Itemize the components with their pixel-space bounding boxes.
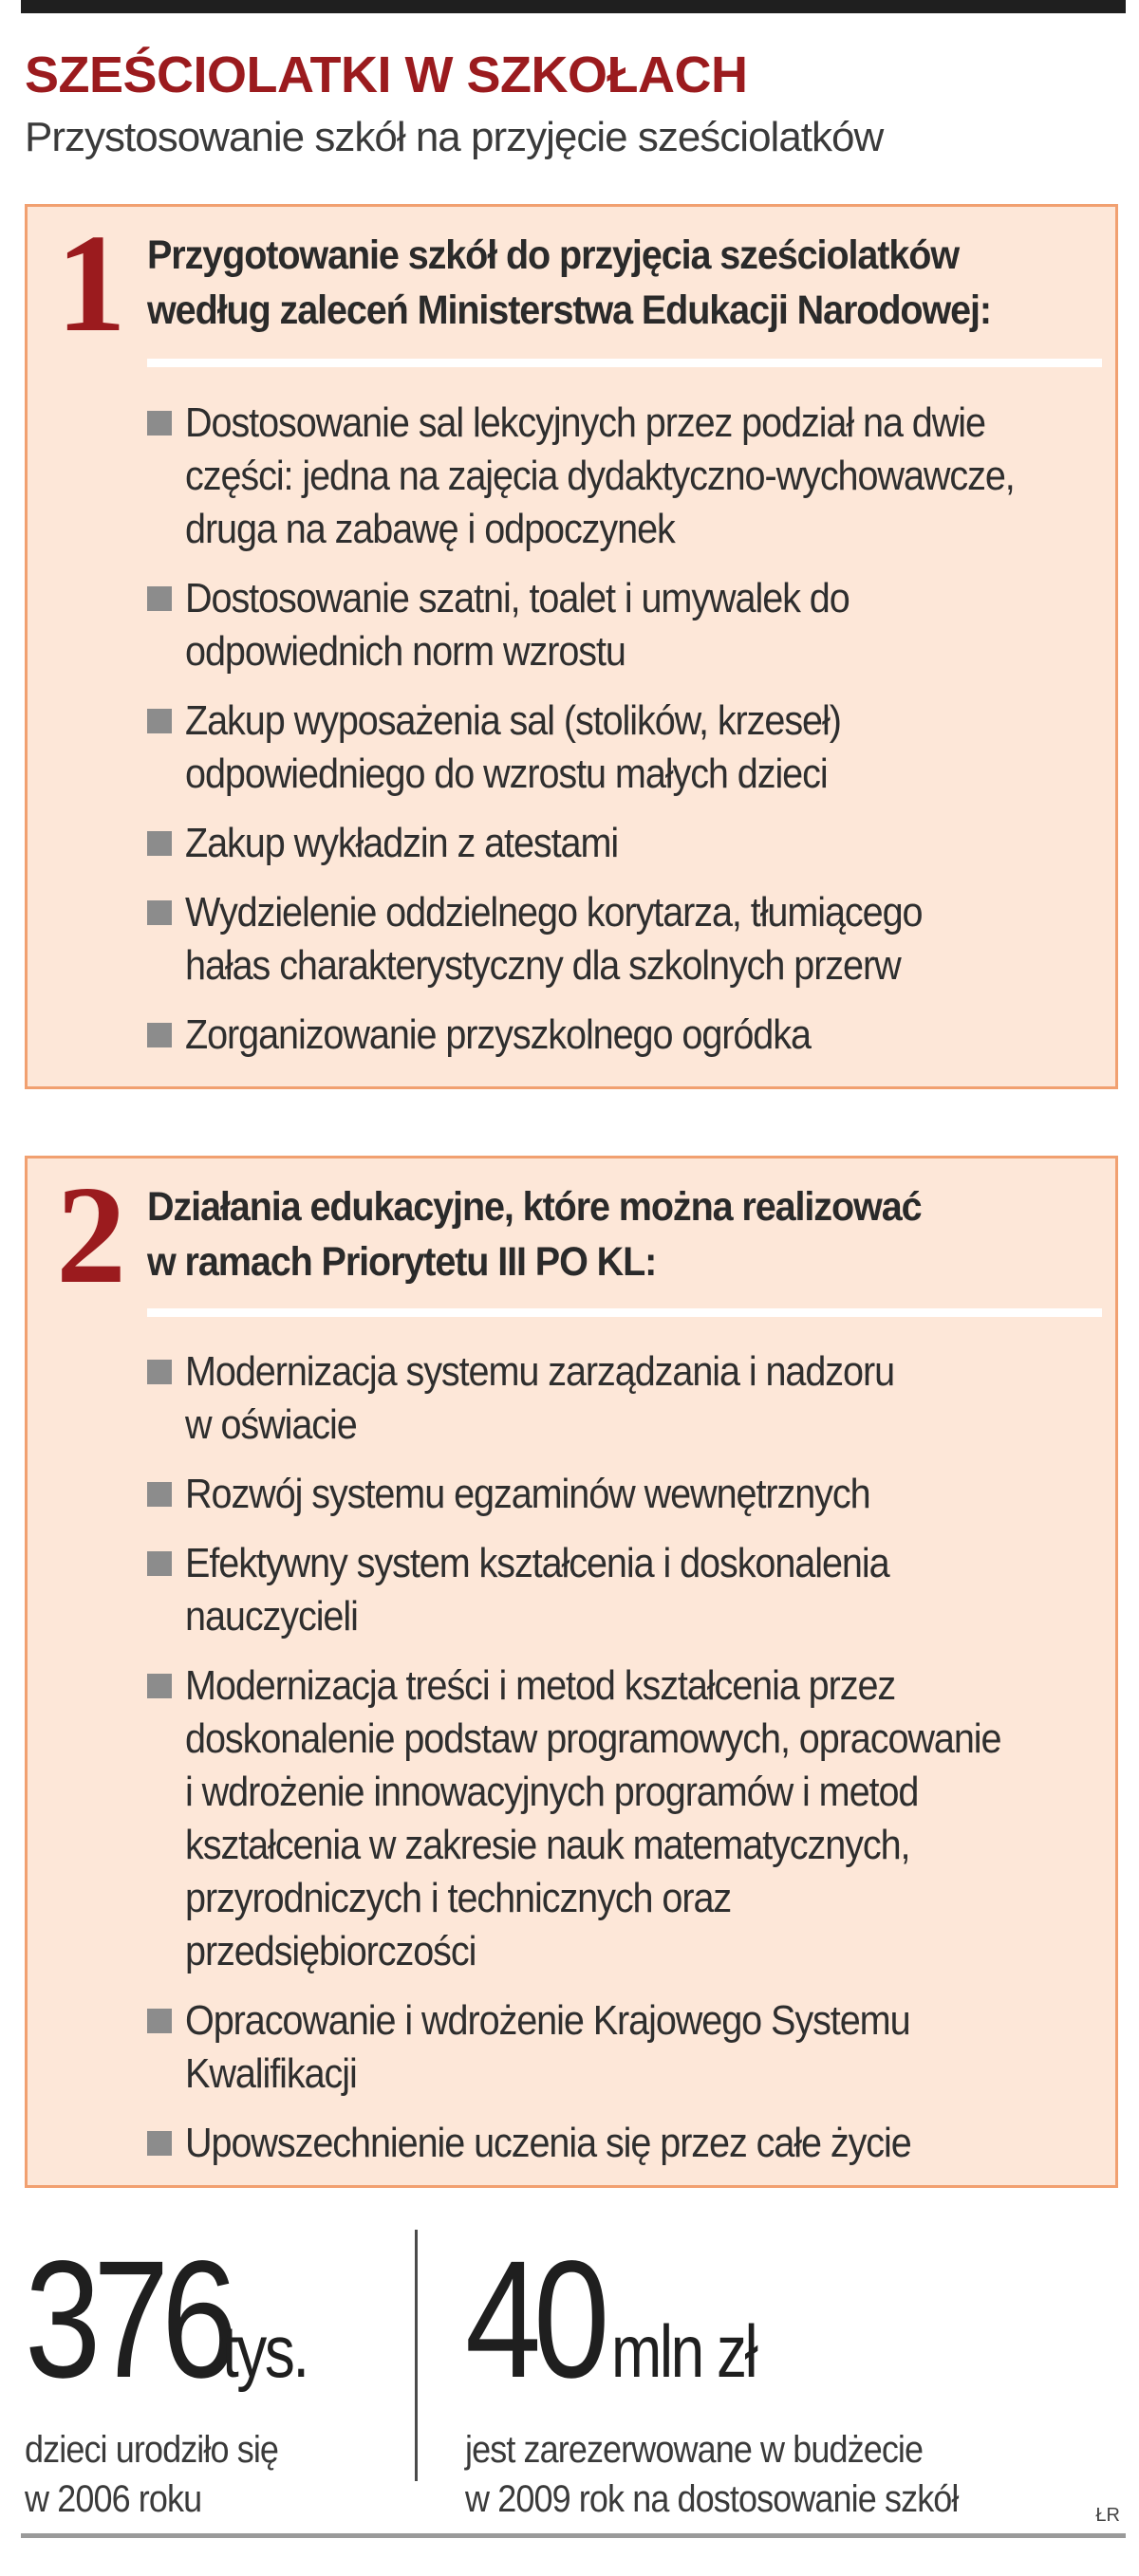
list-item-line: Dostosowanie szatni, toalet i umywalek do [185,575,850,621]
square-bullet-icon [147,2131,172,2156]
list-item [147,695,1106,801]
stat-unit: tys. [221,2309,308,2393]
section-heading [147,228,1029,338]
list-item-line: Wydzielenie oddzielnego korytarza, tłumiącego [185,889,923,936]
stat-description-line: dzieci urodziło się [25,2429,279,2471]
list-item-line: Zorganizowanie przyszkolnego ogródka [185,1011,811,1058]
list-item-text [185,1345,1116,1452]
list-item-line: nauczycieli [185,1593,358,1640]
square-bullet-icon [147,1551,172,1576]
stat-description [25,2425,295,2524]
square-bullet-icon [147,900,172,925]
list-item-line: Dostosowanie sal lekcyjnych przez podział na dwie [185,399,985,446]
bullet-list [147,397,1106,1078]
list-item-line: Kwalifikacji [185,2050,357,2097]
list-item [147,1468,1106,1521]
list-item [147,1009,1106,1062]
square-bullet-icon [147,831,172,856]
section-heading-line: Przygotowanie szkół do przyjęcia sześciolatków [147,232,959,278]
stat-figure [25,2227,326,2413]
list-item-line: Efektywny system kształcenia i doskonalenia [185,1540,889,1586]
section-heading-line: Działania edukacyjne, które można realizować [147,1184,922,1230]
stat-description [465,2425,959,2524]
stat-description-line: w 2009 rok na dostosowanie szkół [465,2478,959,2520]
list-item-line: Zakup wykładzin z atestami [185,820,619,866]
top-rule [21,0,1126,13]
page-title: SZEŚCIOLATKI W SZKOŁACH [25,46,748,103]
list-item-line: części: jedna na zajęcia dydaktyczno-wychowawcze, [185,453,1015,499]
section-number: 2 [56,1158,126,1313]
section-number: 1 [56,206,126,361]
square-bullet-icon [147,411,172,436]
stat-value: 40 [465,2227,603,2413]
square-bullet-icon [147,1023,172,1047]
square-bullet-icon [147,2009,172,2033]
list-item-line: druga na zabawę i odpoczynek [185,506,675,552]
stat-description-line: w 2006 roku [25,2478,202,2520]
stat-children-born [25,2227,326,2524]
list-item-text [185,2117,1116,2170]
list-item-line: doskonalenie podstaw programowych, opracowanie [185,1715,1001,1762]
list-item-line: Opracowanie i wdrożenie Krajowego Systemu [185,1997,910,2044]
list-item-line: i wdrożenie innowacyjnych programów i metod [185,1769,919,1815]
square-bullet-icon [147,586,172,611]
stat-budget [465,2227,1013,2524]
page-subtitle: Przystosowanie szkół na przyjęcie sześciolatków [25,114,884,160]
list-item-line: Zakup wyposażenia sal (stolików, krzeseł) [185,697,841,744]
list-item-line: odpowiedniego do wzrostu małych dzieci [185,751,828,797]
author-credit: ŁR [1095,2505,1120,2526]
list-item-text [185,1994,1116,2101]
square-bullet-icon [147,1482,172,1507]
list-item-text [185,1009,1116,1062]
list-item-text [185,1468,1116,1521]
list-item [147,397,1106,556]
square-bullet-icon [147,709,172,733]
bottom-rule [21,2533,1126,2538]
section-divider [147,1308,1102,1317]
section-1-panel [25,204,1118,1089]
list-item-line: Modernizacja treści i metod kształcenia przez [185,1662,896,1709]
list-item [147,817,1106,870]
list-item-text [185,1537,1116,1643]
stat-description-line: jest zarezerwowane w budżecie [465,2429,924,2471]
list-item-line: w oświacie [185,1401,357,1448]
stat-figure [465,2227,1013,2413]
list-item [147,886,1106,992]
list-item-line: przyrodniczych i technicznych oraz [185,1875,732,1921]
list-item [147,1994,1106,2101]
list-item-line: Upowszechnienie uczenia się przez całe życie [185,2120,911,2166]
list-item-line: przedsiębiorczości [185,1928,476,1974]
stats-divider [415,2230,418,2481]
stat-value: 376 [25,2227,231,2413]
bullet-list [147,1345,1106,2186]
list-item [147,2117,1106,2170]
list-item-text [185,572,1116,678]
list-item-text [185,817,1116,870]
section-2-panel [25,1156,1118,2188]
list-item-line: odpowiednich norm wzrostu [185,628,626,675]
list-item-text [185,695,1116,801]
list-item-line: Rozwój systemu egzaminów wewnętrznych [185,1471,870,1517]
list-item-text [185,1659,1116,1978]
list-item [147,1537,1106,1643]
list-item-text [185,397,1116,556]
square-bullet-icon [147,1674,172,1698]
list-item-text [185,886,1116,992]
list-item-line: kształcenia w zakresie nauk matematycznych, [185,1822,910,1868]
list-item [147,572,1106,678]
square-bullet-icon [147,1360,172,1384]
section-heading-line: w ramach Priorytetu III PO KL: [147,1239,657,1285]
list-item-line: Modernizacja systemu zarządzania i nadzoru [185,1348,895,1395]
list-item-line: hałas charakterystyczny dla szkolnych przerw [185,942,901,989]
list-item [147,1345,1106,1452]
stat-unit: mln zł [610,2309,756,2393]
section-heading [147,1179,1029,1289]
section-divider [147,359,1102,367]
list-item [147,1659,1106,1978]
section-heading-line: według zaleceń Ministerstwa Edukacji Narodowej: [147,287,992,333]
